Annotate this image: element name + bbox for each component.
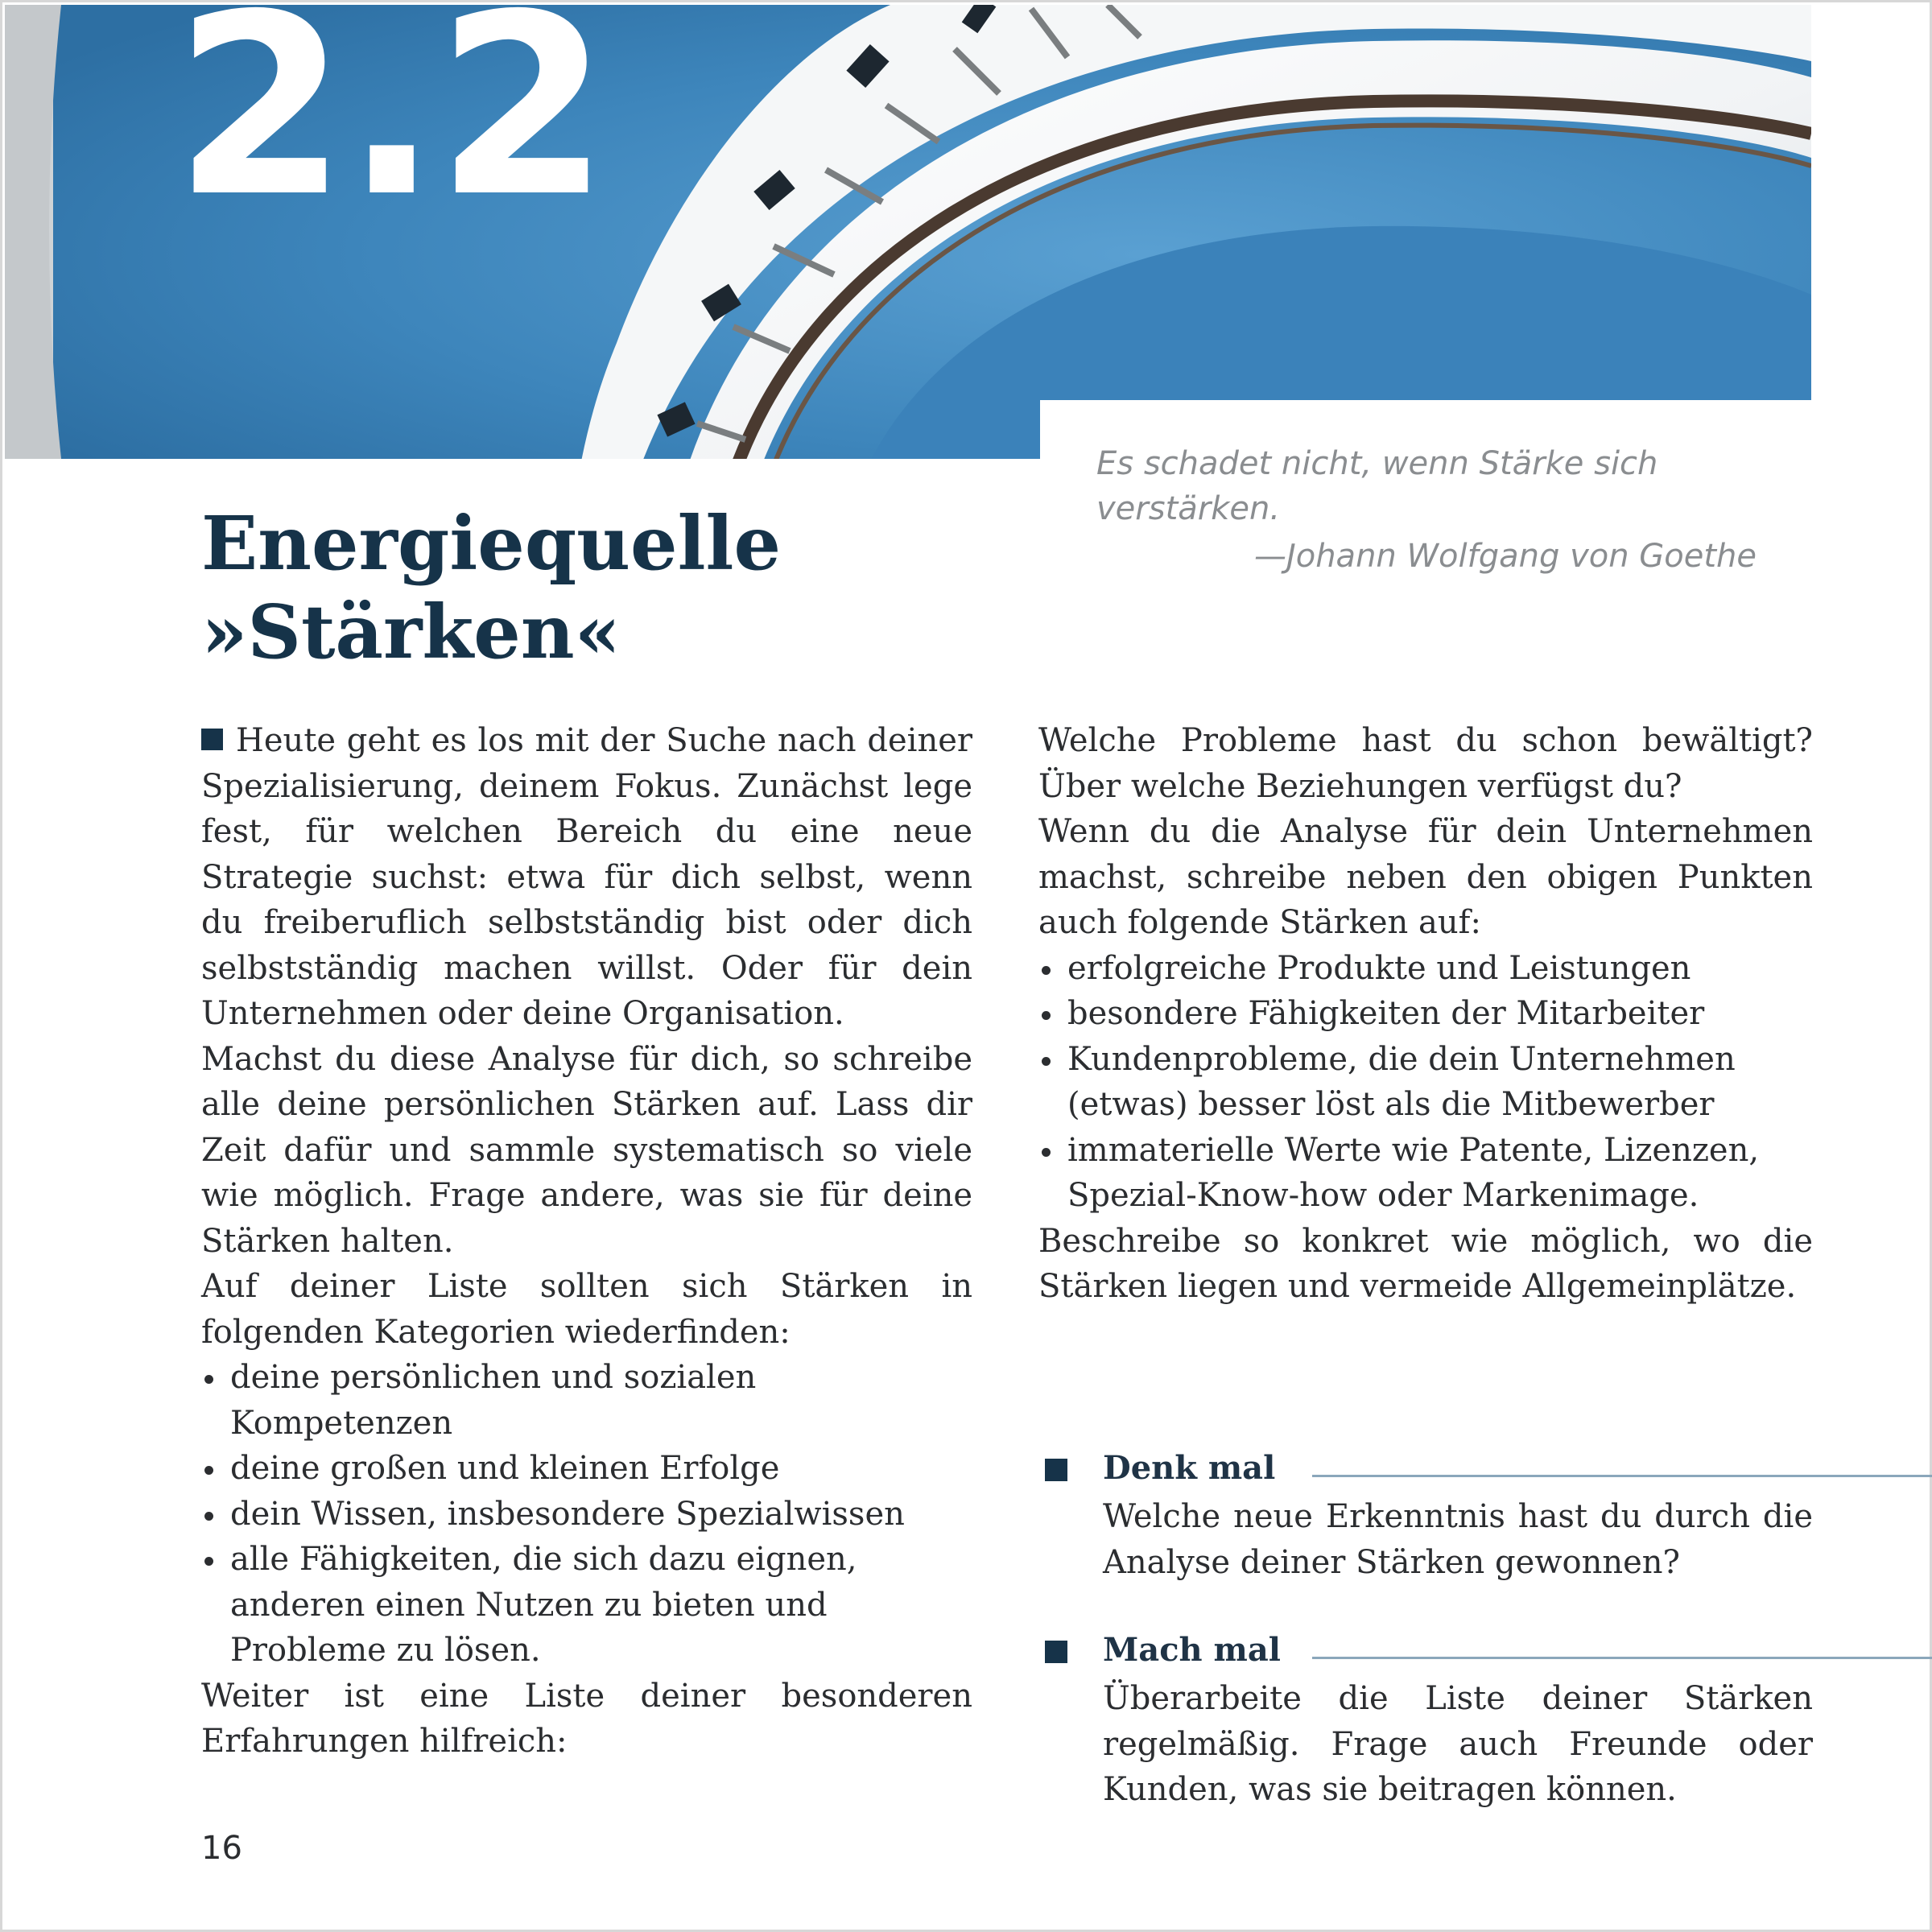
list-item: Kundenprobleme, die dein Unternehmen (etwas) besser löst als die Mitbewerber: [1038, 1037, 1813, 1128]
list-item: immaterielle Werte wie Patente, Lizenzen, Spezial-Know-how oder Markenimage.: [1038, 1128, 1813, 1219]
company-strengths-list: [1038, 946, 1813, 1219]
epigraph-quote: Es schadet nicht, wenn Stärke sich verstärken.: [1096, 445, 1658, 527]
categories-list: [201, 1355, 972, 1674]
chapter-number: 2.2: [174, 5, 607, 252]
paragraph-concrete: Beschreibe so konkret wie möglich, wo die Stärken liegen und vermeide Allgemeinplätze.: [1038, 1222, 1813, 1305]
paragraph-personal-analysis: Machst du diese Analyse für dich, so schreibe alle deine persönlichen Stärken auf. Lass dir Zeit dafür und sammle systematisch so viele wie möglich. Frage andere, was sie für deine Stärken halten.: [201, 1040, 972, 1260]
section-start-square-icon: [201, 729, 223, 750]
paragraph-categories-intro: Auf deiner Liste sollten sich Stärken in folgenden Kategorien wiederfinden:: [201, 1268, 972, 1351]
list-item: besondere Fähigkeiten der Mitarbeiter: [1038, 991, 1813, 1037]
paragraph-intro: [201, 718, 972, 1037]
denk-mal-header: [1038, 1446, 1932, 1494]
mach-mal-header: [1038, 1628, 1932, 1676]
mach-mal-title: Mach mal: [1103, 1631, 1281, 1669]
square-bullet-icon: [1045, 1459, 1067, 1481]
page-title: [201, 499, 1006, 676]
epigraph-author: —Johann Wolfgang von Goethe: [1253, 538, 1757, 575]
mach-mal-rule: [1312, 1657, 1932, 1659]
denk-mal-text: Welche neue Erkenntnis hast du durch die Analyse deiner Stärken gewonnen?: [1103, 1498, 1813, 1581]
denk-mal-box: [1038, 1446, 1932, 1585]
paragraph-experiences: Weiter ist eine Liste deiner besonderen Erfahrungen hilfreich:: [201, 1677, 972, 1760]
page-title-line-2: »Stärken«: [201, 588, 621, 675]
paragraph-problems: Welche Probleme hast du schon bewältigt? Über welche Beziehungen verfügst du?: [1038, 722, 1813, 805]
denk-mal-rule: [1312, 1475, 1932, 1477]
list-item: deine großen und kleinen Erfolge: [201, 1446, 972, 1492]
page-number: 16: [201, 1830, 242, 1867]
denk-mal-title: Denk mal: [1103, 1449, 1276, 1487]
paragraph-company-analysis: Wenn du die Analyse für dein Unternehmen machst, schreibe neben den obigen Punkten auch folgende Stärken auf:: [1038, 813, 1813, 941]
square-bullet-icon: [1045, 1641, 1067, 1663]
header-photo: [5, 5, 1811, 459]
list-item: dein Wissen, insbesondere Spezialwissen: [201, 1492, 972, 1538]
list-item: alle Fähigkeiten, die sich dazu eignen, anderen einen Nutzen zu bieten und Probleme zu lösen.: [201, 1537, 972, 1674]
list-item: erfolgreiche Produkte und Leistungen: [1038, 946, 1813, 992]
list-item: deine persönlichen und sozialen Kompetenzen: [201, 1355, 972, 1446]
left-column: [201, 718, 972, 1765]
paragraph-intro-text: Heute geht es los mit der Suche nach deiner Spezialisierung, deinem Fokus. Zunächst lege fest, für welchen Bereich du eine neue Strategie suchst: etwa für dich selbst, wenn du freiberuflich selbstständig bist oder dich selbstständig machen willst. Oder für dein Unternehmen oder deine Organisation.: [201, 722, 972, 1032]
page-title-line-1: Energiequelle: [201, 500, 782, 587]
right-column: [1038, 718, 1813, 1310]
mach-mal-box: [1038, 1628, 1932, 1813]
mach-mal-text: Überarbeite die Liste deiner Stärken regelmäßig. Frage auch Freunde oder Kunden, was sie beitragen können.: [1103, 1680, 1813, 1808]
